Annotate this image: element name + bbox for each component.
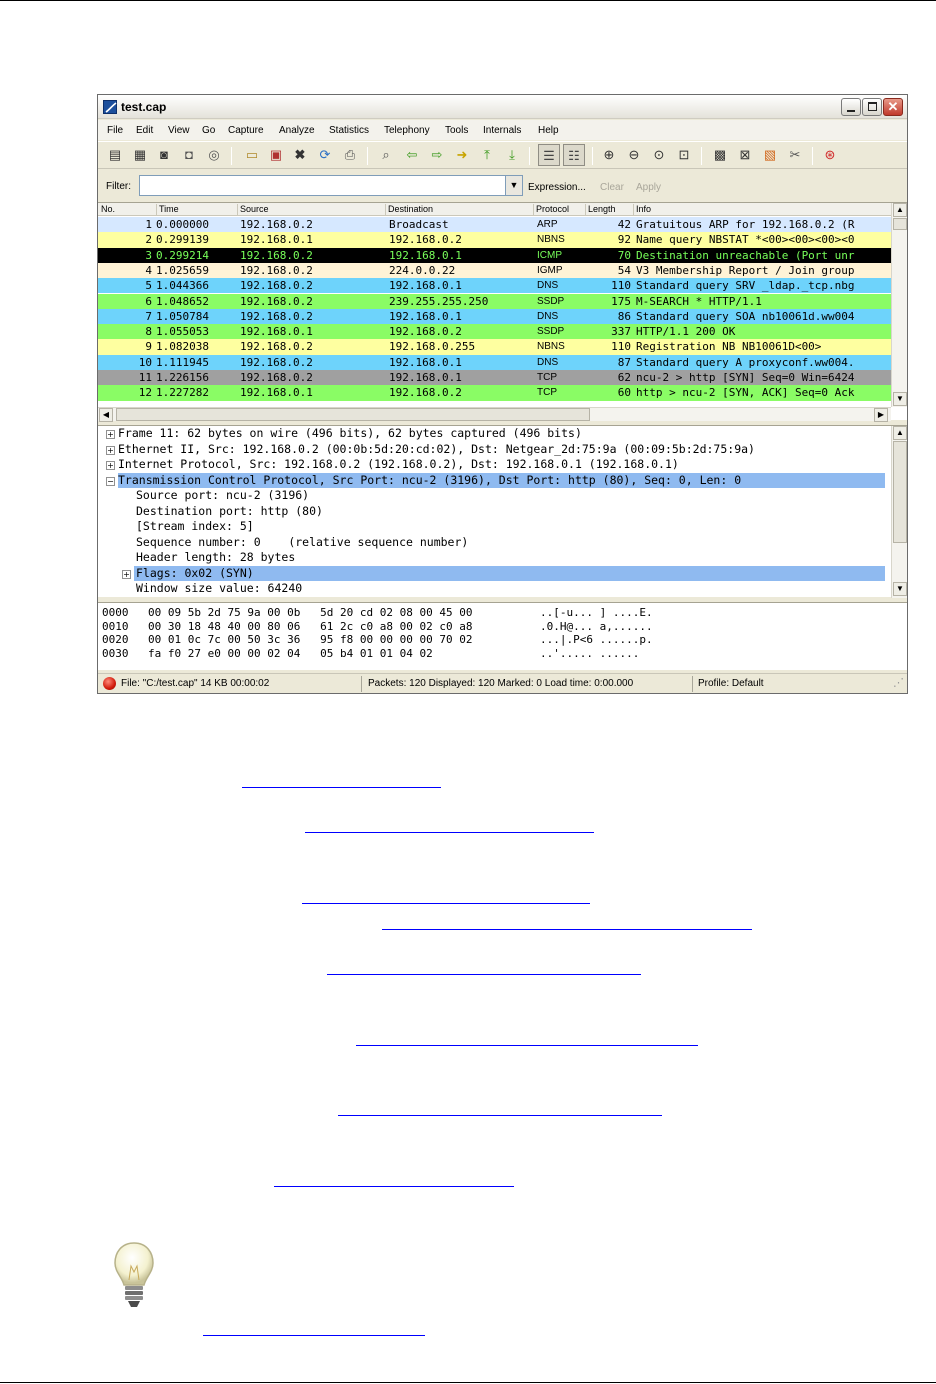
packet-bytes-pane <box>98 602 907 670</box>
packet-cell-no: 6 <box>145 294 152 308</box>
menu-edit[interactable]: Edit <box>136 125 154 136</box>
packet-cell-src: 192.168.0.2 <box>240 218 313 231</box>
hscroll-thumb[interactable] <box>116 408 590 421</box>
packet-cell-len: 70 <box>617 248 631 262</box>
scroll-thumb[interactable] <box>893 218 907 230</box>
start-capture-icon[interactable]: ◙ <box>160 147 168 162</box>
link-underline[interactable] <box>327 974 641 975</box>
tree-item-label: Transmission Control Protocol, Src Port: ncu-2 (3196), Dst Port: http (80), Seq: 0, Len: 0 <box>118 472 742 487</box>
packet-cell-proto: SSDP <box>537 295 565 307</box>
toolbar-separator <box>812 147 813 165</box>
packet-list-header <box>98 203 891 216</box>
packet-cell-proto: NBNS <box>537 234 565 246</box>
menu-bar <box>98 120 907 140</box>
packet-cell-info: Gratuitous ARP for 192.168.0.2 (R <box>636 218 855 231</box>
packet-cell-info: M-SEARCH * HTTP/1.1 <box>636 294 762 308</box>
packet-cell-len: 87 <box>617 355 631 369</box>
packet-cell-src: 192.168.0.1 <box>240 386 313 400</box>
packet-cell-time: 1.048652 <box>156 294 209 308</box>
tree-item-seq[interactable] <box>136 535 468 551</box>
scroll-thumb[interactable] <box>893 441 907 543</box>
packet-cell-src: 192.168.0.1 <box>240 325 313 339</box>
lightbulb-icon <box>110 1240 158 1312</box>
packet-cell-dst: 192.168.0.1 <box>389 248 462 262</box>
filter-label: Filter: <box>106 181 131 192</box>
link-underline[interactable] <box>302 903 590 904</box>
clear-button[interactable]: Clear <box>600 182 624 193</box>
packet-cell-len: 54 <box>617 263 631 277</box>
packet-cell-dst: 192.168.0.1 <box>389 309 462 323</box>
packet-cell-proto: DNS <box>537 310 559 322</box>
filter-dropdown-button[interactable] <box>505 175 523 196</box>
resize-columns-icon[interactable]: ⊡ <box>678 147 690 162</box>
display-filters-icon[interactable]: ⊠ <box>739 147 751 162</box>
hex-offset: 0000 <box>102 606 129 619</box>
autoscroll-icon[interactable]: ☷ <box>563 144 585 166</box>
hex-bytes: 00 09 5b 2d 75 9a 00 0b 5d 20 cd 02 08 00 45 00 <box>148 606 473 619</box>
open-file-icon[interactable]: ▭ <box>245 147 259 162</box>
link-underline[interactable] <box>305 832 594 833</box>
reload-icon[interactable]: ⟳ <box>319 147 331 162</box>
packet-cell-time: 1.227282 <box>156 386 209 400</box>
packet-row[interactable] <box>98 248 891 263</box>
packet-cell-len: 110 <box>611 340 631 354</box>
packet-cell-len: 337 <box>611 325 631 339</box>
toolbar-separator <box>367 147 368 165</box>
minimize-button[interactable] <box>841 98 861 116</box>
first-packet-icon[interactable]: ⤒ <box>484 147 490 162</box>
packet-cell-no: 11 <box>138 371 152 384</box>
status-divider <box>692 676 693 692</box>
packet-cell-time: 1.044366 <box>156 279 209 293</box>
colorize-icon[interactable]: ☰ <box>538 144 560 166</box>
expand-icon[interactable]: + <box>107 445 114 455</box>
packet-cell-src: 192.168.0.2 <box>240 248 313 262</box>
tree-item-label: Window size value: 64240 <box>136 581 303 595</box>
find-icon[interactable]: ⌕ <box>382 147 390 162</box>
details-vscrollbar[interactable] <box>891 426 907 598</box>
zoom-out-icon[interactable]: ⊖ <box>628 147 640 162</box>
hex-ascii: ..'..... ...... <box>540 646 640 660</box>
tree-item-window-size[interactable] <box>136 581 302 597</box>
column-header-destination[interactable]: Destination <box>385 204 433 216</box>
title-bar[interactable] <box>98 95 907 119</box>
window-title: test.cap <box>121 100 167 114</box>
tree-item-label: Frame 11: 62 bytes on wire (496 bits), 62 bytes captured (496 bits) <box>118 426 582 440</box>
scroll-down-icon[interactable]: ▼ <box>893 392 907 406</box>
packet-cell-time: 0.000000 <box>156 218 209 231</box>
packet-cell-no: 12 <box>138 386 152 400</box>
packet-list <box>98 202 907 420</box>
chevron-down-icon: ▼ <box>509 180 519 190</box>
tree-item-label: Source port: ncu-2 (3196) <box>136 488 310 502</box>
tree-item-stream-index[interactable] <box>136 519 254 535</box>
packet-cell-dst: 192.168.0.1 <box>389 355 462 369</box>
status-packets: Packets: 120 Displayed: 120 Marked: 0 Load time: 0:00.000 <box>368 678 634 689</box>
close-file-icon[interactable]: ✖ <box>294 147 306 162</box>
packet-cell-no: 7 <box>145 309 152 323</box>
page-bottom-rule <box>0 1382 936 1383</box>
menu-analyze[interactable]: Analyze <box>279 125 315 136</box>
interface-list-icon[interactable]: ▤ <box>108 147 122 162</box>
hex-bytes: 00 01 0c 7c 00 50 3c 36 95 f8 00 00 00 00 70 02 <box>148 633 473 646</box>
hex-offset: 0010 <box>102 619 129 633</box>
packet-cell-time: 1.055053 <box>156 325 209 339</box>
packet-cell-proto: NBNS <box>537 341 565 353</box>
packet-list-vscrollbar[interactable] <box>891 203 907 407</box>
tree-item-dst-port[interactable] <box>136 504 323 520</box>
hex-ascii: ...|.P<6 ......p. <box>540 633 653 646</box>
packet-row[interactable] <box>98 217 891 232</box>
packet-cell-info: Standard query A proxyconf.ww004. <box>636 355 855 369</box>
packet-row[interactable] <box>98 309 891 324</box>
packet-cell-dst: 192.168.0.1 <box>389 371 462 384</box>
packet-cell-proto: ARP <box>537 219 558 230</box>
expand-icon[interactable]: + <box>107 430 114 439</box>
scroll-right-icon[interactable]: ▶ <box>874 408 888 422</box>
packet-cell-dst: 239.255.255.250 <box>389 294 489 308</box>
scroll-up-icon[interactable]: ▲ <box>893 426 907 440</box>
packet-row[interactable] <box>98 355 891 370</box>
packet-details-tree <box>98 425 907 597</box>
packet-cell-info: Name query NBSTAT *<00><00><00><0 <box>636 233 855 247</box>
packet-cell-info: Standard query SRV _ldap._tcp.nbg <box>636 279 855 293</box>
tree-item-ip[interactable] <box>118 457 878 473</box>
packet-list-hscrollbar[interactable] <box>98 407 891 421</box>
column-header-time[interactable]: Time <box>156 204 179 216</box>
packet-cell-time: 1.050784 <box>156 309 209 323</box>
close-button[interactable] <box>883 98 903 116</box>
column-header-info[interactable]: Info <box>633 204 651 216</box>
hex-bytes: fa f0 27 e0 00 00 02 04 05 b4 01 01 04 02 <box>148 646 433 660</box>
packet-cell-info: V3 Membership Report / Join group <box>636 263 855 277</box>
save-file-icon[interactable]: ▣ <box>269 147 283 162</box>
menu-internals[interactable]: Internals <box>483 125 522 136</box>
status-bar <box>98 673 907 693</box>
status-divider <box>361 676 362 692</box>
packet-cell-src: 192.168.0.1 <box>240 233 313 247</box>
column-header-no[interactable]: No. <box>101 204 116 214</box>
tree-item-label: Header length: 28 bytes <box>136 550 296 564</box>
wireshark-fin-icon <box>103 100 117 114</box>
packet-cell-len: 86 <box>617 309 631 323</box>
packet-cell-time: 0.299139 <box>156 233 209 247</box>
packet-cell-proto: SSDP <box>537 326 565 338</box>
packet-row[interactable] <box>98 294 891 309</box>
packet-cell-dst: Broadcast <box>389 218 449 231</box>
print-icon[interactable]: ⎙ <box>344 147 356 162</box>
coloring-rules-icon[interactable]: ▧ <box>763 147 777 162</box>
maximize-button[interactable] <box>862 98 882 116</box>
packet-cell-src: 192.168.0.2 <box>240 309 313 323</box>
toolbar-separator <box>592 147 593 165</box>
collapse-icon[interactable]: − <box>107 476 114 486</box>
packet-cell-dst: 192.168.0.2 <box>389 386 462 400</box>
tree-item-frame[interactable] <box>118 426 878 442</box>
menu-help[interactable]: Help <box>538 125 559 136</box>
packet-cell-dst: 192.168.0.1 <box>389 279 462 293</box>
status-profile[interactable]: Profile: Default <box>698 678 764 689</box>
packet-cell-src: 192.168.0.2 <box>240 263 313 277</box>
packet-cell-src: 192.168.0.2 <box>240 355 313 369</box>
zoom-in-icon[interactable]: ⊕ <box>603 147 615 162</box>
packet-row[interactable] <box>98 263 891 278</box>
packet-cell-len: 175 <box>611 294 631 308</box>
column-header-length[interactable]: Length <box>585 204 616 216</box>
scroll-left-icon[interactable]: ◀ <box>99 408 113 422</box>
packet-cell-dst: 192.168.0.255 <box>389 340 476 354</box>
filter-input[interactable] <box>139 175 506 196</box>
packet-cell-proto: ICMP <box>537 249 562 261</box>
packet-cell-dst: 192.168.0.2 <box>389 233 462 247</box>
column-header-protocol[interactable]: Protocol <box>533 204 569 216</box>
wireshark-window <box>97 94 908 694</box>
normal-size-icon[interactable]: ⊙ <box>653 147 665 162</box>
packet-cell-src: 192.168.0.2 <box>240 371 313 384</box>
scroll-down-icon[interactable]: ▼ <box>893 582 907 596</box>
packet-cell-info: HTTP/1.1 200 OK <box>636 325 736 339</box>
stop-capture-icon[interactable]: ◘ <box>185 147 193 162</box>
packet-cell-proto: DNS <box>537 280 559 292</box>
tree-item-flags[interactable] <box>134 566 885 582</box>
packet-cell-len: 42 <box>617 218 631 231</box>
packet-cell-no: 5 <box>145 279 152 293</box>
packet-cell-info: Destination unreachable (Port unr <box>636 248 855 262</box>
packet-row[interactable] <box>98 278 891 293</box>
toolbar-separator <box>231 147 232 165</box>
tree-item-ethernet[interactable] <box>118 442 878 458</box>
tree-item-label: Sequence number: 0 (relative sequence number) <box>136 534 469 549</box>
packet-cell-no: 1 <box>145 218 152 231</box>
link-underline[interactable] <box>382 929 752 930</box>
tree-item-header-length[interactable] <box>136 550 295 566</box>
packet-cell-proto: IGMP <box>537 264 563 276</box>
packet-cell-len: 92 <box>617 233 631 247</box>
hex-ascii: .0.H@... a,...... <box>540 619 653 633</box>
forward-icon[interactable]: ⇨ <box>431 147 443 162</box>
go-to-icon[interactable]: ➜ <box>456 147 468 162</box>
expand-icon[interactable]: + <box>107 461 114 470</box>
packet-cell-proto: TCP <box>537 372 557 383</box>
maximize-icon <box>868 102 877 111</box>
restart-capture-icon[interactable]: ◎ <box>208 147 220 162</box>
packet-cell-time: 1.082038 <box>156 340 209 354</box>
hex-ascii: ..[-u... ] ....E. <box>540 606 653 619</box>
packet-cell-len: 110 <box>611 279 631 293</box>
scroll-up-icon[interactable]: ▲ <box>893 203 907 217</box>
packet-cell-no: 8 <box>145 325 152 339</box>
packet-cell-dst: 224.0.0.22 <box>389 263 456 277</box>
link-underline[interactable] <box>274 1186 514 1187</box>
packet-cell-no: 9 <box>145 340 152 354</box>
hex-bytes: 00 30 18 48 40 00 80 06 61 2c c0 a8 00 02 c0 a8 <box>148 619 473 633</box>
menu-capture[interactable]: Capture <box>228 125 264 136</box>
tree-item-label: Internet Protocol, Src: 192.168.0.2 (192.168.0.2), Dst: 192.168.0.1 (192.168.0.1) <box>118 457 679 471</box>
packet-cell-dst: 192.168.0.2 <box>389 325 462 339</box>
status-file: File: "C:/test.cap" 14 KB 00:00:02 <box>121 678 270 689</box>
packet-cell-time: 0.299214 <box>156 248 209 262</box>
packet-cell-time: 1.226156 <box>156 371 209 384</box>
last-packet-icon[interactable]: ⤓ <box>509 147 515 162</box>
packet-row[interactable] <box>98 324 891 339</box>
packet-cell-src: 192.168.0.2 <box>240 340 313 354</box>
packet-cell-proto: DNS <box>537 356 559 368</box>
packet-cell-info: Standard query SOA nb10061d.ww004 <box>636 309 855 323</box>
page-top-rule <box>0 0 936 1</box>
capture-options-icon[interactable]: ▦ <box>133 147 147 162</box>
packet-cell-no: 4 <box>145 263 152 277</box>
column-header-source[interactable]: Source <box>237 204 269 216</box>
packet-cell-info: ncu-2 > http [SYN] Seq=0 Win=6424 <box>636 371 855 384</box>
tree-item-label: Destination port: http (80) <box>136 503 323 518</box>
link-underline[interactable] <box>338 1115 662 1116</box>
close-icon: ✕ <box>887 99 899 114</box>
menu-telephony[interactable]: Telephony <box>384 125 430 136</box>
packet-row[interactable] <box>98 232 891 247</box>
filter-bar <box>98 170 907 200</box>
packet-cell-src: 192.168.0.2 <box>240 294 313 308</box>
tree-item-label: Flags: 0x02 (SYN) <box>136 565 254 580</box>
apply-button[interactable]: Apply <box>636 182 662 193</box>
packet-cell-info: http > ncu-2 [SYN, ACK] Seq=0 Ack <box>636 386 855 400</box>
expression-button[interactable]: Expression... <box>528 182 586 193</box>
back-icon[interactable]: ⇦ <box>406 147 418 162</box>
tree-item-label: [Stream index: 5] <box>136 519 254 533</box>
packet-cell-no: 10 <box>138 355 152 369</box>
tree-item-tcp[interactable] <box>118 473 885 489</box>
toolbar-separator <box>529 147 530 165</box>
menu-statistics[interactable]: Statistics <box>329 125 370 136</box>
packet-cell-src: 192.168.0.2 <box>240 279 313 293</box>
resize-grip-icon[interactable]: ⋰ <box>893 677 904 689</box>
preferences-icon[interactable]: ✂ <box>789 147 801 162</box>
hex-offset: 0020 <box>102 633 129 646</box>
tree-item-label: Ethernet II, Src: 192.168.0.2 (00:0b:5d:20:cd:02), Dst: Netgear_2d:75:9a (00:09:5b:2d:75:9a) <box>118 441 755 456</box>
packet-cell-time: 1.111945 <box>156 355 209 369</box>
link-underline[interactable] <box>356 1045 698 1046</box>
menu-go[interactable]: Go <box>202 125 216 136</box>
expand-icon[interactable]: + <box>123 569 130 579</box>
packet-cell-proto: TCP <box>537 387 557 399</box>
packet-cell-info: Registration NB NB10061D<00> <box>636 340 822 354</box>
tree-item-src-port[interactable] <box>136 488 309 504</box>
capture-filters-icon[interactable]: ▩ <box>713 147 727 162</box>
menu-tools[interactable]: Tools <box>445 125 469 136</box>
packet-cell-len: 62 <box>617 371 631 384</box>
packet-cell-time: 1.025659 <box>156 263 209 277</box>
toolbar-separator <box>701 147 702 165</box>
menu-view[interactable]: View <box>168 125 190 136</box>
packet-cell-len: 60 <box>617 386 631 400</box>
packet-row[interactable] <box>98 339 891 354</box>
hex-offset: 0030 <box>102 646 129 660</box>
packet-row[interactable] <box>98 370 891 385</box>
help-icon[interactable]: ⊛ <box>824 147 836 162</box>
expert-info-icon[interactable] <box>103 677 116 690</box>
main-toolbar <box>98 141 907 169</box>
menu-file[interactable]: File <box>107 125 124 136</box>
link-underline[interactable] <box>242 787 441 788</box>
packet-cell-no: 3 <box>145 248 152 262</box>
minimize-icon <box>847 110 855 112</box>
packet-row[interactable] <box>98 385 891 400</box>
link-underline[interactable] <box>203 1335 425 1336</box>
packet-cell-no: 2 <box>145 233 152 247</box>
